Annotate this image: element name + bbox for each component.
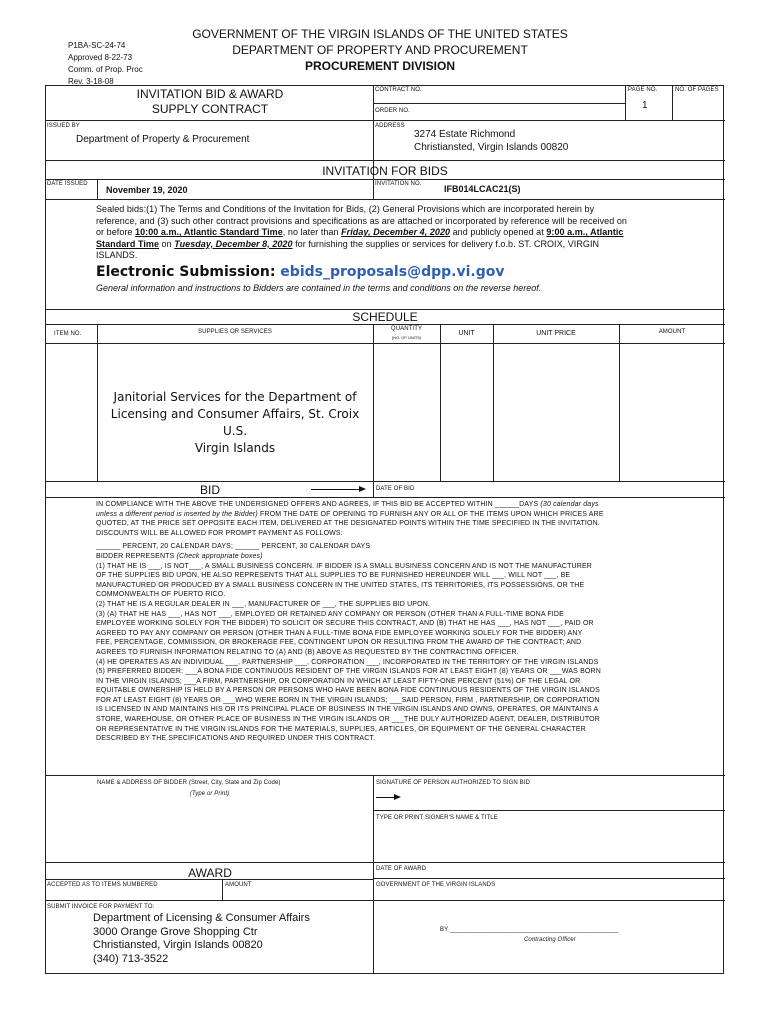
award-amount-label: AMOUNT: [225, 882, 252, 888]
col-quantity: QUANTITY: [390, 326, 423, 332]
page-header: [150, 26, 610, 74]
schedule-heading: SCHEDULE: [352, 310, 418, 324]
deadline-time: 10:00 a.m., Atlantic Standard Time: [135, 227, 283, 238]
opening-time: 9:00 a.m., Atlantic: [546, 227, 624, 238]
represents-italic: (Check appropriate boxes): [176, 552, 263, 560]
electronic-submission-email[interactable]: ebids_proposals@dpp.vi.gov: [280, 264, 505, 280]
rep5-line2: IN THE VIRGIN ISLANDS; ___A FIRM, PARTNERSHIP, OR CORPORATION IN WHICH AT LEAST FIFTY-ONE PERCENT (51%) OF THE LEGAL OR: [96, 677, 581, 685]
contracting-officer-label: Contracting Officer: [524, 937, 576, 943]
rep1-line4: COMMONWEALTH OF PUERTO RICO.: [96, 591, 226, 599]
represents-text: BIDDER REPRESENTS: [96, 552, 177, 560]
rep3-line4: FEE, PERCENTAGE, COMMISSION, OR BROKERAGE FEE, CONTINGENT UPON OR RESULTING FROM THE AWARD OF THE CONTRACT; AND: [96, 639, 582, 647]
order-no-label: ORDER NO.: [375, 108, 410, 114]
signature-label: SIGNATURE OF PERSON AUTHORIZED TO SIGN BID: [376, 780, 530, 786]
payee-address: [93, 912, 310, 966]
description-line3: Virgin Islands: [194, 441, 276, 455]
rep5-line5: IS LICENSED IN AND MAINTAINS HIS OR ITS PRINCIPAL PLACE OF BUSINESS IN THE VIRGIN ISLANDS AND OWNS, OPERATES, OR MAINTAINS A: [96, 706, 599, 714]
rep2-line: (2) THAT HE IS A REGULAR DEALER IN ___, MANUFACTURER OF ___, THE SUPPLIES BID UPON.: [96, 600, 431, 608]
text-opened-at: and publicly opened at: [450, 227, 547, 238]
rep1-line1: (1) THAT HE IS ___, IS NOT___, A SMALL BUSINESS CONCERN. IF BIDDER IS A SMALL BUSINESS CONCERN AND IS NOT THE MANUFACTURER: [96, 562, 592, 570]
opening-time-zone: Standard Time: [96, 238, 159, 249]
address-value: [414, 128, 568, 154]
text-furnishing: for furnishing the supplies or services for delivery f.o.b. ST. CROIX, VIRGIN: [292, 238, 600, 249]
form-id-rev: Rev. 3-18-08: [68, 77, 114, 86]
header-division: PROCUREMENT DIVISION: [304, 59, 455, 73]
form-id-number: P1BA-SC-24-74: [68, 41, 126, 50]
bid-arrowhead-icon: [359, 486, 366, 492]
description-line1: Janitorial Services for the Department of: [113, 390, 357, 404]
text-on: on: [159, 238, 175, 249]
text-or-before: or before: [96, 227, 136, 238]
rep5-line4: FOR AT LEAST EIGHT (8) YEARS OR ___WHO WERE BORN IN THE VIRGIN ISLANDS; ___SAID PERSON, FIRM , PARTNERSHIP, OR CORPORATION: [96, 696, 600, 704]
col-amount: AMOUNT: [658, 329, 686, 335]
signer-name-title-label: TYPE OR PRINT SIGNER'S NAME & TITLE: [376, 815, 498, 821]
signature-arrowhead-icon: [394, 794, 401, 800]
rep5-line3: EQUITABLE OWNERSHIP IS HELD BY A PERSON OR PERSONS WHO HAVE BEEN BONA FIDE CONTINUOUS RESIDENTS OF THE VIRGIN ISLANDS: [96, 687, 600, 695]
rep5-line1: (5) PREFERRED BIDDER: ___A BONA FIDE CONTINUOUS RESIDENT OF THE VIRGIN ISLANDS FOR AT LEAST EIGHT (8) YEARS OR ___WAS BORN: [96, 668, 601, 676]
rep3-line2: EMPLOYEE WORKING SOLELY FOR THE BIDDER) TO SOLICIT OR SECURE THIS CONTRACT, AND (B) THAT HE HAS ___, HAS NOT ___, PAID OR: [96, 620, 594, 628]
accepted-items-label: ACCEPTED AS TO ITEMS NUMBERED: [47, 882, 158, 888]
invitation-line1: Sealed bids:(1) The Terms and Conditions of the Invitation for Bids, (2) General Provisions which are incorporated herein by: [96, 204, 595, 214]
compliance-line4: DISCOUNTS WILL BE ALLOWED FOR PROMPT PAYMENT AS FOLLOWS:: [96, 529, 343, 537]
compliance-line3: QUOTED, AT THE PRICE SET OPPOSITE EACH ITEM, DELIVERED AT THE DESIGNATED POINTS WITHIN THE TIME SPECIFIED IN THE INVITATION.: [96, 520, 600, 528]
date-of-bid-label: DATE OF BID: [376, 486, 415, 492]
contract-no-label: CONTRACT NO.: [375, 87, 422, 93]
form-id-comm: Comm. of Prop. Proc: [68, 65, 143, 74]
compliance-line1: [96, 500, 604, 510]
invitation-no-label: INVITATION NO.: [375, 181, 422, 187]
compliance-text2: FROM THE DATE OF OPENING TO FURNISH ANY OR ALL OF THE ITEMS UPON WHICH PRICES ARE: [257, 510, 604, 518]
text-no-later: , no later than: [282, 227, 342, 238]
header-government: GOVERNMENT OF THE VIRGIN ISLANDS OF THE UNITED STATES: [192, 27, 568, 41]
col-item-no: ITEM NO.: [54, 331, 82, 337]
compliance-italic2: unless a different period is inserted by the Bidder): [96, 510, 258, 518]
address-label: ADDRESS: [375, 123, 405, 129]
payee-line3: Christiansted, Virgin Islands 00820: [93, 939, 263, 951]
opening-date: Tuesday, December 8, 2020: [174, 238, 293, 249]
discount-line: ______ PERCENT, 20 CALENDAR DAYS; ______ PERCENT, 30 CALENDAR DAYS: [96, 543, 371, 551]
rep4-line: (4) HE OPERATES AS AN INDIVIDUAL ___, PARTNERSHIP ___, CORPORATION ___, INCORPORATED IN THE TERRITORY OF THE VIRGIN ISLANDS: [96, 658, 599, 666]
col-supplies: SUPPLIES OR SERVICES: [198, 329, 272, 335]
by-signature-line: BY _________________________________________________: [440, 927, 619, 933]
issued-by-value: Department of Property & Procurement: [76, 134, 250, 145]
payee-line2: 3000 Orange Grove Shopping Ctr: [93, 925, 258, 938]
form-title-line2: SUPPLY CONTRACT: [151, 102, 269, 116]
invitation-line3: [96, 227, 627, 239]
description-line2: Licensing and Consumer Affairs, St. Croix U.S.: [110, 407, 360, 438]
invitation-heading: INVITATION FOR BIDS: [322, 164, 448, 178]
no-of-pages-label: NO. OF PAGES: [675, 87, 719, 93]
schedule-item-description: [97, 389, 373, 457]
rep1-line2: OF THE SUPPLIES BID UPON, HE ALSO REPRESENTS THAT ALL SUPPLIES TO BE FURNISHED HEREUNDER WILL ___, WILL NOT ___, BE: [96, 572, 571, 580]
represents-line: [96, 552, 604, 562]
rep3-line3: AGREED TO PAY ANY COMPANY OR PERSON (OTHER THAN A FULL-TIME BONA FIDE EMPLOYEE WORKING SOLELY FOR THE BIDDER) ANY: [96, 629, 583, 637]
general-info: General information and instructions to Bidders are contained in the terms and conditions on the reverse hereof.: [96, 283, 542, 293]
bidder-name-address-label: NAME & ADDRESS OF BIDDER (Street, City, State and Zip Code): [97, 780, 281, 786]
form-title: [95, 87, 325, 117]
address-line1: 3274 Estate Richmond: [414, 129, 516, 140]
invitation-line4: [96, 239, 627, 251]
date-issued-value: November 19, 2020: [106, 185, 188, 195]
invitation-line5: ISLANDS.: [96, 250, 138, 261]
issued-by-label: ISSUED BY: [47, 123, 80, 129]
col-quantity-sub: (NO. OF UNITS): [391, 335, 422, 340]
invitation-line2: reference, and (3) such other contract provisions and specifications as are attached or incorporated by reference will be received on: [96, 215, 627, 226]
invitation-paragraph: [96, 204, 627, 262]
payee-line4: (340) 713-3522: [93, 952, 169, 965]
rep5-line8: DESCRIBED BY THE SPECIFICATIONS AND REQUIRED UNDER THIS CONTRACT.: [96, 735, 376, 743]
rep5-line6: STORE, WAREHOUSE, OR OTHER PLACE OF BUSINESS IN THE VIRGIN ISLANDS OR ___THE DULY AUTHORIZED AGENT, DEALER, DISTRIBUTOR: [96, 716, 600, 724]
rep5-line7: OR REPRESENTATIVE IN THE VIRGIN ISLANDS FOR THE MATERIALS, SUPPLIES, ARTICLES, OR EQUIPMENT OF THE GENERAL CHARACTER: [96, 725, 586, 733]
rep1-line3: MANUFACTURED OR PRODUCED BY A SMALL BUSINESS CONCERN IN THE UNITED STATES, ITS TERRITORIES, ITS POSSESSIONS, OR THE: [96, 581, 585, 589]
electronic-submission: [96, 264, 504, 280]
header-department: DEPARTMENT OF PROPERTY AND PROCUREMENT: [232, 43, 528, 57]
deadline-date: Friday, December 4, 2020: [341, 227, 451, 238]
page-no-value: 1: [642, 100, 648, 111]
compliance-line2: [96, 510, 604, 520]
address-line2: Christiansted, Virgin Islands 00820: [414, 142, 569, 153]
government-label: GOVERNMENT OF THE VIRGIN ISLANDS: [376, 882, 496, 888]
form-title-line1: INVITATION BID & AWARD: [136, 87, 284, 101]
compliance-italic1: (30 calendar days: [540, 501, 599, 508]
type-or-print-label: (Type or Print): [189, 791, 230, 797]
bid-heading: BID: [199, 483, 220, 497]
submit-invoice-label: SUBMIT INVOICE FOR PAYMENT TO:: [47, 904, 155, 910]
rep3-line5: AGREES TO FURNISH INFORMATION RELATING TO (A) AND (B) ABOVE AS REQUESTED BY THE CONTRACTING OFFICER.: [96, 648, 519, 656]
page-no-label: PAGE NO.: [628, 87, 658, 93]
bid-provisions: [96, 500, 604, 744]
payee-line1: Department of Licensing & Consumer Affairs: [93, 912, 310, 924]
rep3-line1: (3) (A) THAT HE HAS ___, HAS NOT ___, EMPLOYED OR RETAINED ANY COMPANY OR PERSON (OTHER THAN A FULL-TIME BONA FIDE: [96, 610, 564, 618]
date-of-award-label: DATE OF AWARD: [376, 866, 427, 872]
bid-arrow-icon: [311, 489, 361, 490]
award-heading: AWARD: [188, 866, 232, 880]
form-id-approved: Approved 8-22-73: [68, 53, 133, 62]
signature-arrow-icon: [376, 797, 396, 798]
col-unit: UNIT: [458, 330, 475, 337]
invitation-no-value: IFB014LCAC21(S): [444, 184, 521, 194]
electronic-submission-label: Electronic Submission:: [96, 264, 281, 280]
form-id: [68, 40, 143, 88]
compliance-text1: IN COMPLIANCE WITH THE ABOVE THE UNDERSIGNED OFFERS AND AGREES, IF THIS BID BE ACCEPTED WITHIN ______DAYS: [96, 501, 541, 508]
date-issued-label: DATE ISSUED: [47, 181, 88, 187]
col-unit-price: UNIT PRICE: [536, 330, 576, 337]
